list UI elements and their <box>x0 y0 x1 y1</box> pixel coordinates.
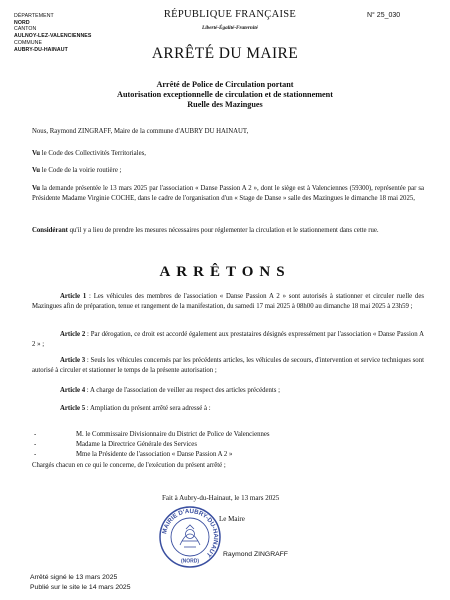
article-1 <box>32 292 424 312</box>
considerant-text: qu'il y a lieu de prendre les mesures nécessaires pour réglementer la circulation et le stationnement dans cette rue. <box>67 227 379 234</box>
republic-motto: Liberté-Égalité-Fraternité <box>202 25 258 31</box>
admin-label: COMMUNE <box>14 39 43 46</box>
article-text: : Les véhicules des membres de l'association « Danse Passion A 2 » sont autorisés à stationner et circuler ruelle des Mazingues afin de préparation, tenue et rangement de la manifestation, du samedi 17 mai 2025 à 08h00 au dimanche 18 mai 2025 à 23h59 ; <box>32 293 424 311</box>
preamble-vu-demande <box>32 184 424 204</box>
recipient-list <box>32 430 424 460</box>
republic-heading: RÉPUBLIQUE FRANÇAISE <box>163 9 297 20</box>
list-item: - Madame la Directrice Générale des Services <box>34 441 197 448</box>
vu-label: Vu <box>32 150 41 157</box>
article-3 <box>32 356 424 376</box>
subtitle-line: Arrêté de Police de Circulation portant <box>156 80 294 89</box>
subtitle-line: Ruelle des Mazingues <box>187 99 263 109</box>
article-text: : A charge de l'association de veiller au respect des articles précédents ; <box>85 387 281 394</box>
recipient: Madame la Directrice Générale des Services <box>76 441 197 448</box>
admin-label: CANTON <box>14 26 37 33</box>
article-label: Article 3 <box>60 357 86 364</box>
article-label: Article 2 <box>60 331 86 338</box>
footer-signed: Arrêté signé le 13 mars 2025 <box>30 574 118 581</box>
preamble-nous: Nous, Raymond ZINGRAFF, Maire de la commune d'AUBRY DU HAINAUT, <box>32 128 249 135</box>
article-text: : Ampliation du présent arrêté sera adressé à : <box>85 405 211 412</box>
place-date: Fait à Aubry-du-Hainaut, le 13 mars 2025 <box>162 494 280 502</box>
vu-text: la demande présentée le 13 mars 2025 par l'association « Danse Passion A 2 », dont le siège est à Valenciennes (59300), représentée par sa Présidente Madame Virginie COCHE, dans le cadre de l'organisation d'un « Stage de Danse » salle des Mazingues le dimanche 18 mai 2025, <box>32 185 424 203</box>
list-item: - M. le Commissaire Divisionnaire du District de Police de Valenciennes <box>34 431 270 438</box>
signer-name: Raymond ZINGRAFF <box>223 551 288 558</box>
recipient: Mme la Présidente de l'association « Danse Passion A 2 » <box>76 451 233 458</box>
arretons-heading: ARRÊTONS <box>159 264 291 280</box>
admin-label: DÉPARTEMENT <box>14 13 54 19</box>
decree-subtitle <box>40 80 410 109</box>
list-item: - Mme la Présidente de l'association « Danse Passion A 2 » <box>34 451 233 458</box>
article-5 <box>32 404 424 414</box>
svg-text:MAIRIE D'AUBRY-DU-HAINAUT: MAIRIE D'AUBRY-DU-HAINAUT <box>161 507 220 559</box>
footer-published: Publié sur le site le 14 mars 2025 <box>30 584 131 591</box>
signer-role: Le Maire <box>219 515 245 523</box>
mairie-stamp <box>158 505 222 569</box>
vu-label: Vu <box>32 185 41 192</box>
vu-label: Vu <box>32 167 41 174</box>
article-4 <box>32 386 424 396</box>
decree-number: N° 25_030 <box>367 12 401 19</box>
page-title: ARRÊTÉ DU MAIRE <box>151 45 299 62</box>
preamble-vu-code-voirie <box>32 166 424 176</box>
subtitle-line: Autorisation exceptionnelle de circulation et de stationnement <box>117 89 333 99</box>
article-label: Article 5 <box>60 405 86 412</box>
article-text: : Par dérogation, ce droit est accordé également aux prestataires désignés expressément par l'association « Danse Passion A 2 » ; <box>32 331 424 349</box>
article-2 <box>32 330 424 350</box>
preamble-vu-code-collectivites <box>32 149 424 159</box>
vu-text: le Code des Collectivités Territoriales, <box>40 150 146 157</box>
considerant-label: Considérant <box>32 227 68 234</box>
admin-value: AULNOY-LEZ-VALENCIENNES <box>14 33 92 40</box>
admin-value: AUBRY-DU-HAINAUT <box>14 46 68 53</box>
article-label: Article 4 <box>60 387 86 394</box>
preamble-considerant <box>32 226 424 236</box>
admin-value: NORD <box>14 19 30 26</box>
article-label: Article 1 <box>60 293 87 300</box>
charges-text: Chargés chacun en ce qui le concerne, de l'exécution du présent arrêté ; <box>32 462 226 469</box>
recipient: M. le Commissaire Divisionnaire du District de Police de Valenciennes <box>76 431 270 438</box>
article-text: : Seuls les véhicules concernés par les précédents articles, les véhicules de secours, d'intervention et service techniques sont autorisé à circuler et stationner le temps de la présente autorisation ; <box>32 357 424 375</box>
svg-text:(NORD): (NORD) <box>180 558 200 565</box>
vu-text: le Code de la voirie routière ; <box>40 167 122 174</box>
